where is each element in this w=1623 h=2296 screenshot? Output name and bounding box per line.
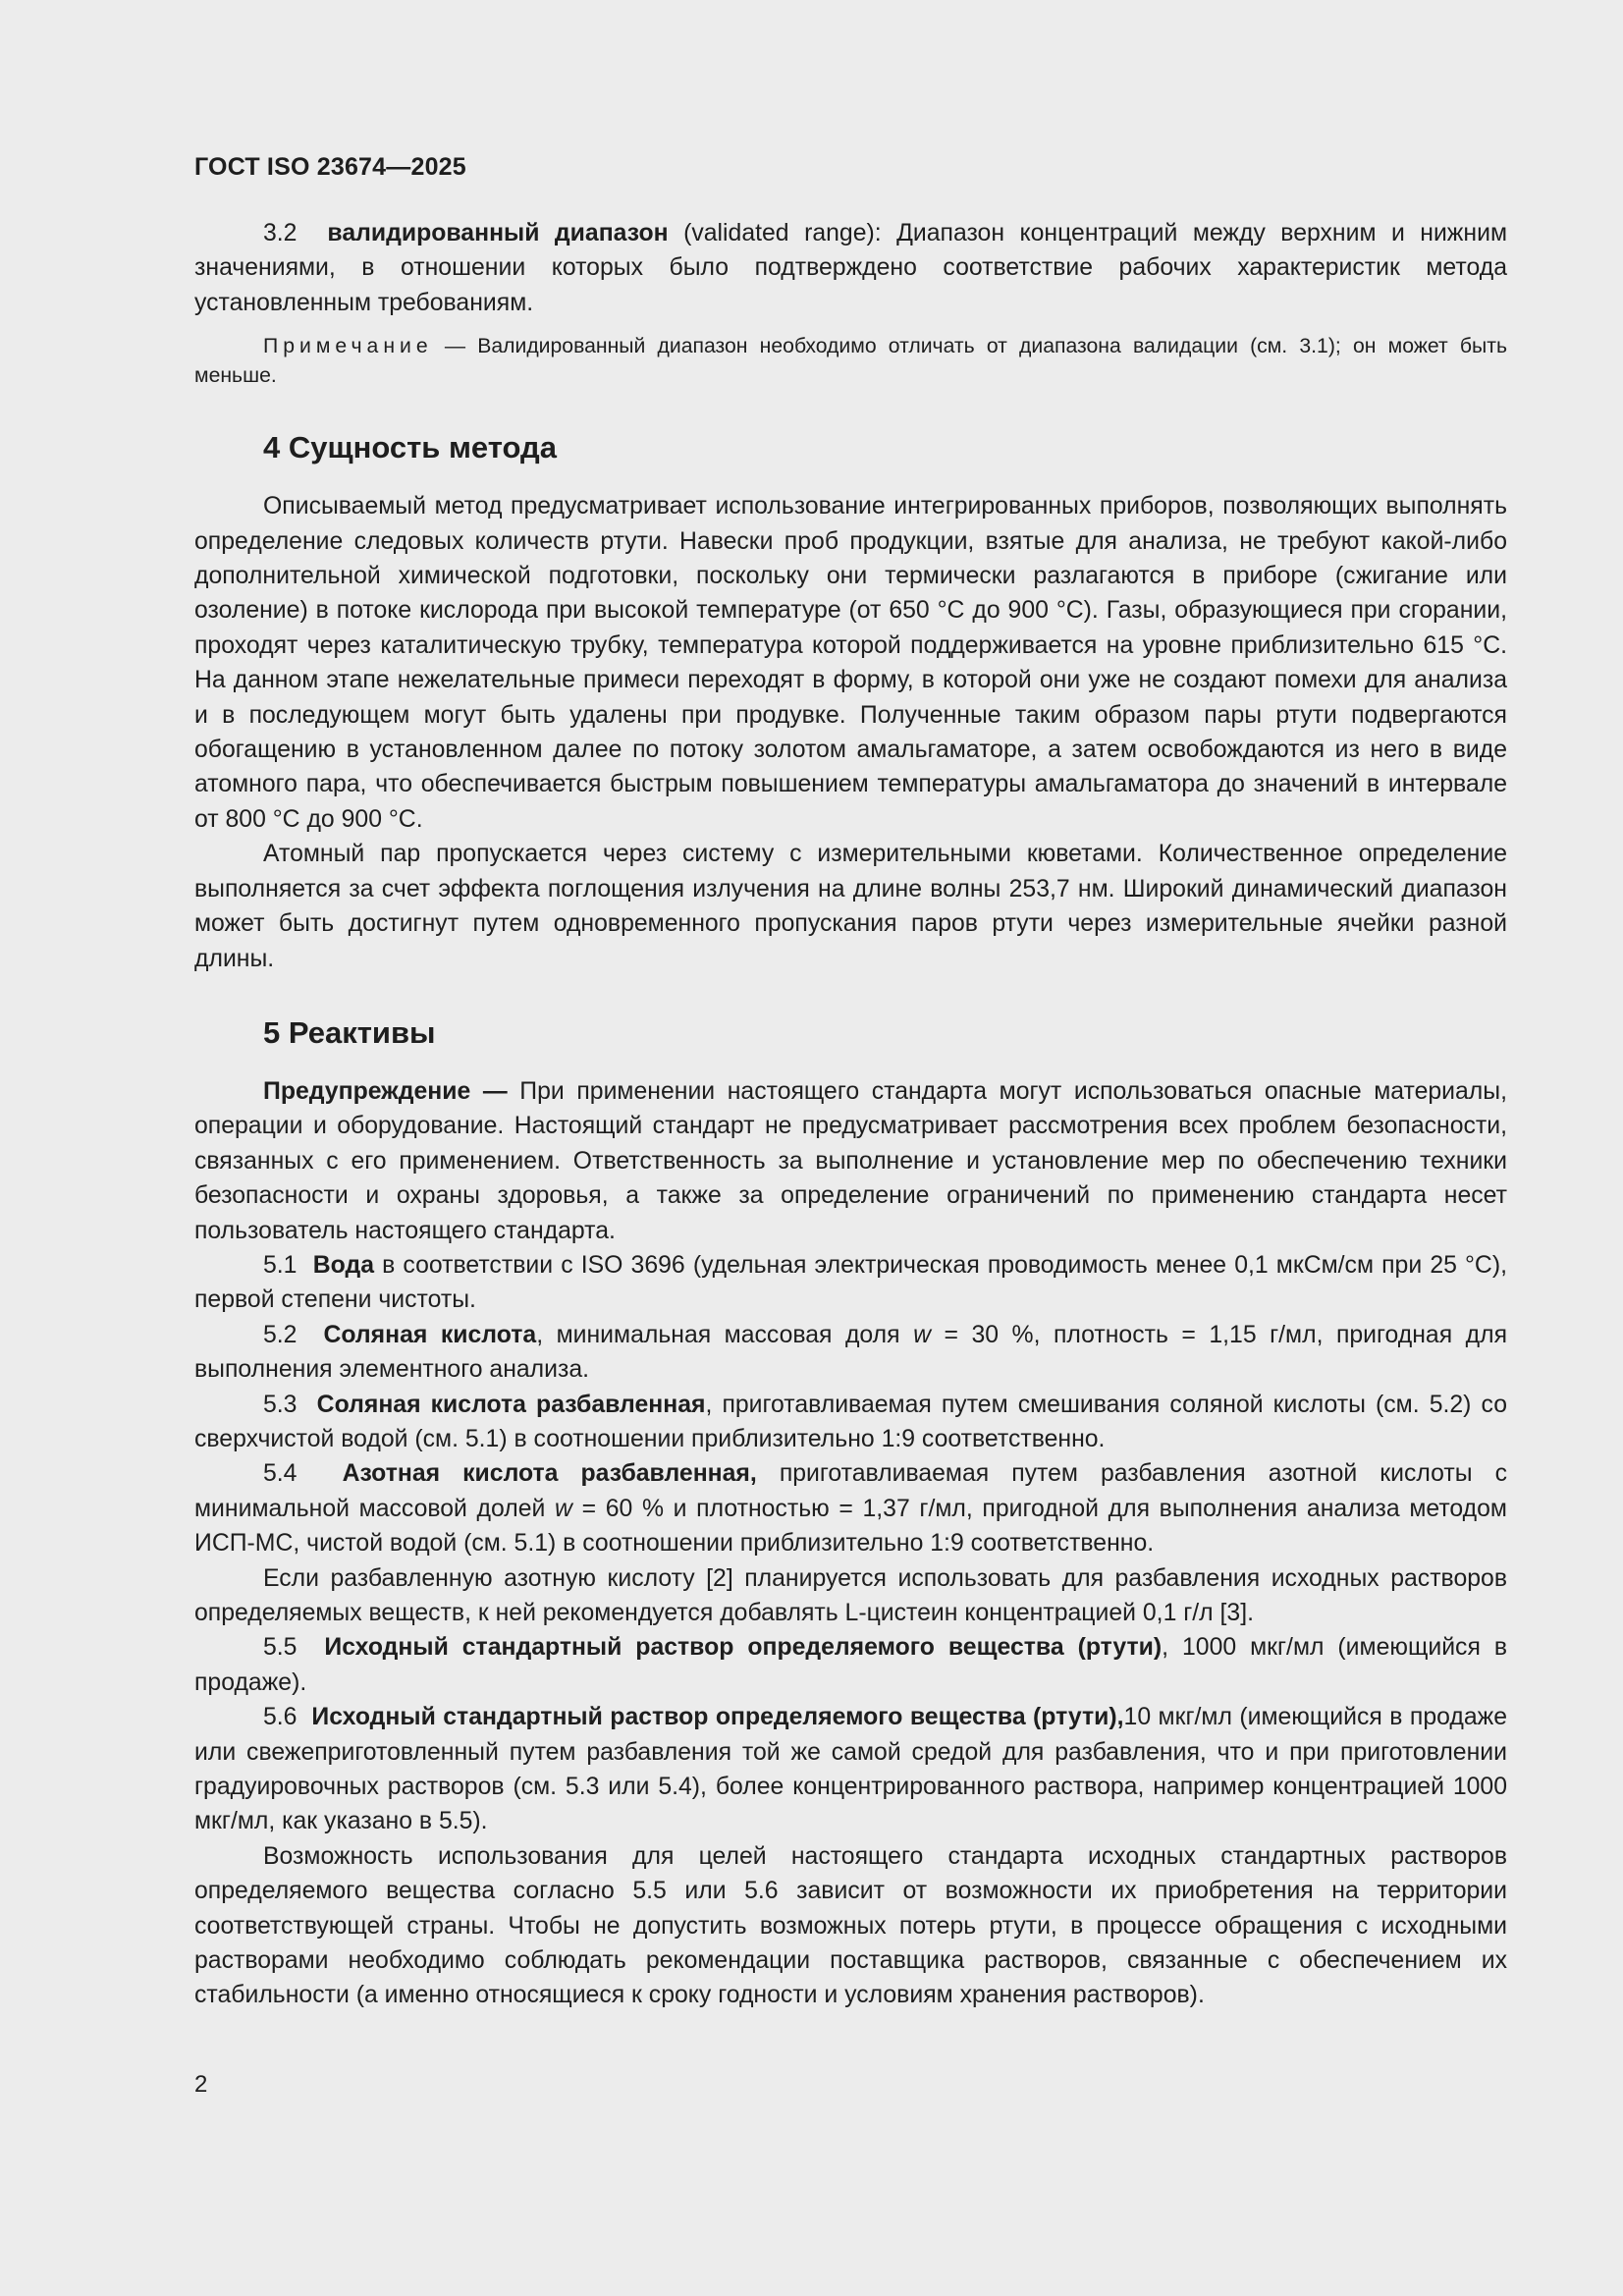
clause-text: в соответствии с ISO 3696 (удельная электрическая проводимость менее 0,1 мкСм/см при 25 °C), первой степени чистоты. bbox=[194, 1251, 1507, 1314]
running-head-title: ГОСТ ISO 23674—2025 bbox=[194, 153, 466, 181]
clause-text: , приготавливаемая путем смешивания соляной кислоты (см. 5.2) со сверхчистой водой (см. 5.1) в соотношении приблизительно 1:9 соответственно. bbox=[194, 1391, 1507, 1452]
clause-text: , минимальная массовая доля bbox=[536, 1321, 914, 1348]
clause-number: 5.3 bbox=[263, 1391, 298, 1418]
clause-term: Исходный стандартный раствор определяемого вещества (ртути) bbox=[324, 1634, 1163, 1662]
clause-number: 3.2 bbox=[263, 220, 298, 246]
page-number: 2 bbox=[194, 2071, 208, 2098]
clause-term: Исходный стандартный раствор определяемого вещества (ртути), bbox=[311, 1704, 1124, 1731]
clause-number: 5.1 bbox=[263, 1251, 298, 1279]
clause-number: 5.5 bbox=[263, 1634, 298, 1662]
section-heading-5: 5 Реактивы bbox=[263, 1014, 436, 1050]
warning-text: При применении настоящего стандарта могут использоваться опасные материалы, операции и оборудование. Настоящий стандарт не предусматривает рассмотрения всех проблем безопасности, связанных с его применением. Ответственность за выполнение и установление мер по обеспечению техники безопасности и охраны здоровья, а также за определение ограничений по применению стандарта несет пользователь настоящего стандарта. bbox=[194, 1077, 1507, 1244]
warning-label: Предупреждение — bbox=[263, 1077, 508, 1105]
clause-3-2 bbox=[194, 216, 1507, 320]
clause-text: приготавливаемая путем разбавления азотной кислоты с минимальной массовой долей bbox=[194, 1460, 1507, 1522]
clause-text: , 1000 мкг/мл (имеющийся в продаже). bbox=[194, 1634, 1508, 1696]
warning-paragraph bbox=[194, 1074, 1507, 1248]
clause-text: 10 мкг/мл (имеющийся в продаже или свежеприготовленный путем разбавления той же самой средой для разбавления, что и при приготовлении градуировочных растворов (см. 5.3 или 5.4), более концентрированного раствора, например концентрацией 1000 мкг/мл, как указано в 5.5). bbox=[194, 1704, 1508, 1835]
section-4-paragraph-1: Описываемый метод предусматривает использование интегрированных приборов, позволяющих выполнять определение следовых количеств ртути. Навески проб продукции, взятые для анализа, не требуют какой-либо дополнительной химической подготовки, поскольку они термически разлагаются в приборе (сжигание или озоление) в потоке кислорода при высокой температуре (от 650 °C до 900 °C). Газы, образующиеся при сгорании, проходят через каталитическую трубку, температура которой поддерживается на уровне приблизительно 615 °C. На данном этапе нежелательные примеси переходят в форму, в которой они уже не создают помехи для анализа и в последующем могут быть удалены при продувке. Полученные таким образом пары ртути подвергаются обогащению в установленном далее по потоку золотом амальгаматоре, а затем освобождаются из него в виде атомного пара, что обеспечивается быстрым повышением температуры амальгаматора до значений в интервале от 800 °C до 900 °C. bbox=[194, 493, 1507, 833]
clause-5-4 bbox=[194, 1456, 1507, 1560]
clause-number: 5.6 bbox=[263, 1704, 298, 1731]
clause-5-5 bbox=[194, 1630, 1507, 1700]
note-text: — Валидированный диапазон необходимо отличать от диапазона валидации (см. 3.1); он может быть меньше. bbox=[194, 335, 1507, 388]
clause-term: Соляная кислота bbox=[323, 1321, 537, 1348]
clause-text: = 30 %, плотность = 1,15 г/мл, пригодная для выполнения элементного анализа. bbox=[194, 1321, 1508, 1384]
clause-number: 5.2 bbox=[263, 1321, 298, 1348]
clause-5-1 bbox=[194, 1248, 1507, 1318]
section-4-paragraph-2: Атомный пар пропускается через систему с измерительными кюветами. Количественное определение выполняется за счет эффекта поглощения излучения на длине волны 253,7 нм. Широкий динамический диапазон может быть достигнут путем одновременного пропускания паров ртути через измерительные ячейки разной длины. bbox=[194, 841, 1507, 972]
clause-5-2 bbox=[194, 1318, 1507, 1388]
variable-w: w bbox=[913, 1321, 931, 1348]
stock-solutions-paragraph: Возможность использования для целей настоящего стандарта исходных стандартных растворов определяемого вещества согласно 5.5 или 5.6 зависит от возможности их приобретения на территории соответствующей страны. Чтобы не допустить возможных потерь ртути, в процессе обращения с исходными растворами необходимо соблюдать рекомендации поставщика растворов, связанные с обеспечением их стабильности (а именно относящиеся к сроку годности и условиям хранения растворов). bbox=[194, 1842, 1507, 2009]
clause-term: Азотная кислота разбавленная, bbox=[342, 1460, 757, 1488]
note bbox=[194, 332, 1507, 391]
clause-text: (validated range): Диапазон концентраций между верхним и нижним значениями, в отношении которых было подтверждено соответствие рабочих характеристик метода установленным требованиям. bbox=[194, 220, 1507, 316]
variable-w: w bbox=[555, 1495, 572, 1522]
section-heading-4: 4 Сущность метода bbox=[263, 430, 557, 465]
clause-5-3 bbox=[194, 1388, 1507, 1457]
clause-number: 5.4 bbox=[263, 1460, 298, 1488]
clause-term: валидированный диапазон bbox=[327, 220, 669, 246]
cysteine-paragraph: Если разбавленную азотную кислоту [2] планируется использовать для разбавления исходных растворов определяемых веществ, к ней рекомендуется добавлять L-цистеин концентрацией 0,1 г/л [3]. bbox=[194, 1564, 1507, 1626]
note-label: Примечание bbox=[263, 335, 433, 358]
clause-5-6 bbox=[194, 1700, 1507, 1839]
clause-term: Соляная кислота разбавленная bbox=[316, 1391, 706, 1418]
clause-term: Вода bbox=[312, 1251, 374, 1279]
clause-text: = 60 % и плотностью = 1,37 г/мл, пригодной для выполнения анализа методом ИСП-МС, чистой водой (см. 5.1) в соотношении приблизительно 1:9 соответственно. bbox=[194, 1495, 1507, 1558]
